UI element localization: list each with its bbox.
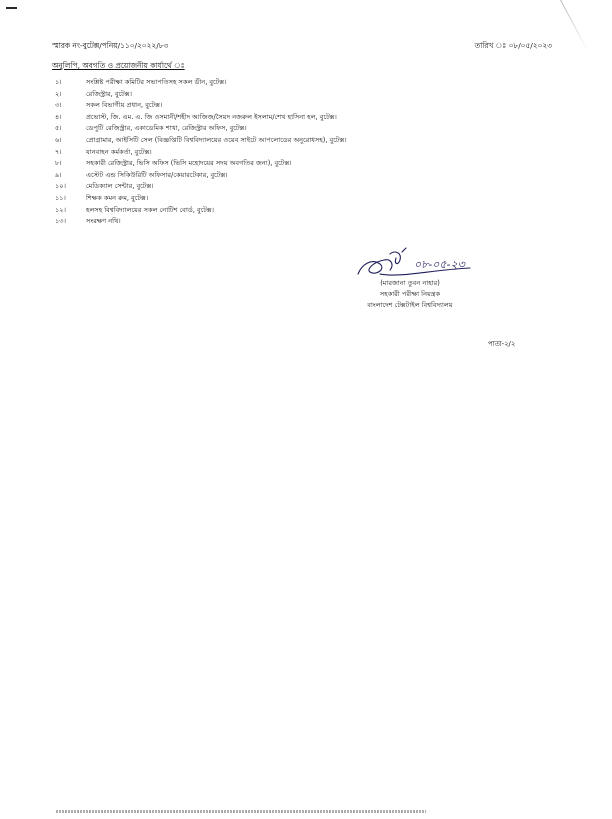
list-item-text: রেজিস্ট্রার, বুটেক্স। bbox=[86, 89, 132, 98]
list-item-text: এস্টেট এন্ড সিকিউরিটি অফিসার/কেয়ারটেকার, বুটেক্স। bbox=[86, 170, 228, 179]
list-item-text: প্রোগ্রামার, আইসিটি সেল (বিজ্ঞপ্তিটি বিশ্ববিদ্যালয়ের ওয়েব সাইটে আপলোডের অনুরোধসহ), বুটেক্স। bbox=[86, 135, 347, 144]
list-item-text: শিক্ষক কমন রুম, বুটেক্স। bbox=[86, 193, 149, 202]
list-item-text: সংরক্ষণ নথি। bbox=[86, 217, 121, 226]
scan-artifact-edge bbox=[560, 0, 589, 53]
signature-date: ০৮-০৫-২৩ bbox=[414, 258, 465, 271]
list-item-number: ৫। bbox=[55, 124, 62, 133]
signatory-organization: বাংলাদেশ টেক্সটাইল বিশ্ববিদ্যালয় bbox=[367, 301, 453, 309]
list-item-text: ডেপুটি রেজিস্ট্রার, একাডেমিক শাখা, রেজিস্ট্রার অফিস, বুটেক্স। bbox=[86, 124, 247, 133]
list-item-text: হলসহ বিশ্ববিদ্যালয়ের সকল নোটিশ বোর্ড, বুটেক্স। bbox=[86, 205, 215, 214]
list-item-number: ১০। bbox=[55, 182, 66, 191]
list-item-number: ১১। bbox=[55, 193, 66, 202]
list-item-text: প্রভোস্ট, জি. এম. এ. জি ওসমানী/শহীদ আজিজ/সৈয়দ নজরুল ইসলাম/শেখ হাসিনা হল, বুটেক্স। bbox=[86, 112, 337, 121]
scan-footer-artifact bbox=[56, 810, 426, 813]
list-item-number: ৯। bbox=[55, 170, 62, 179]
page-marker: পাতা-২/২ bbox=[488, 340, 516, 348]
memo-number: স্মারক নং-বুটেক্স/পনিয়/১১০/২০২২/৮৩ bbox=[52, 41, 169, 50]
list-item-number: ৭। bbox=[55, 147, 62, 156]
list-item-number: ৬। bbox=[55, 135, 62, 144]
list-item bbox=[55, 147, 485, 159]
list-item bbox=[55, 170, 485, 182]
list-item-number: ৮। bbox=[55, 159, 62, 168]
list-item bbox=[55, 112, 485, 124]
signatory-name: (মারজানা তুবন নাহার) bbox=[380, 279, 440, 287]
list-item-text: সকল বিভাগীয় প্রধান, বুটেক্স। bbox=[86, 101, 163, 110]
list-item-number: ৩। bbox=[55, 101, 62, 110]
list-item bbox=[55, 100, 485, 112]
list-item-number: ১। bbox=[55, 78, 62, 86]
list-item bbox=[55, 89, 485, 101]
list-item-text: মেডিক্যাল সেন্টার, বুটেক্স। bbox=[86, 182, 154, 191]
list-item-number: ৪। bbox=[55, 112, 62, 121]
memo-header bbox=[52, 41, 552, 55]
list-item bbox=[55, 216, 485, 228]
list-item bbox=[55, 135, 485, 147]
signatory-title: সহকারী পরীক্ষা নিয়ন্ত্রক bbox=[379, 290, 441, 298]
distribution-list bbox=[55, 77, 485, 228]
distribution-heading: অনুলিপি, অবগতি ও প্রয়োজনীয় কার্যার্থে ঃ bbox=[52, 61, 185, 70]
signature-block bbox=[330, 244, 490, 316]
list-item-text: সংশ্লিষ্ট পরীক্ষা কমিটির সভাপতিসহ সকল ডীন, বুটেক্স। bbox=[86, 78, 227, 86]
list-item bbox=[55, 123, 485, 135]
list-item bbox=[55, 205, 485, 217]
list-item bbox=[55, 181, 485, 193]
list-item-text: যানবাহন কর্মকর্তা, বুটেক্স। bbox=[86, 147, 152, 156]
scan-artifact-mark bbox=[6, 7, 17, 9]
memo-date: তারিখ ঃ ০৮/০৫/২০২৩ bbox=[474, 41, 552, 50]
list-item-number: ২। bbox=[55, 89, 62, 98]
list-item bbox=[55, 158, 485, 170]
list-item bbox=[55, 77, 485, 89]
list-item-number: ১২। bbox=[55, 205, 66, 214]
list-item bbox=[55, 193, 485, 205]
list-item-text: সহকারী রেজিস্ট্রার, ভিসি অফিস (ভিসি মহোদয়ের সদয় অবগতির জন্য), বুটেক্স। bbox=[86, 159, 292, 168]
list-item-number: ১৩। bbox=[55, 217, 66, 226]
